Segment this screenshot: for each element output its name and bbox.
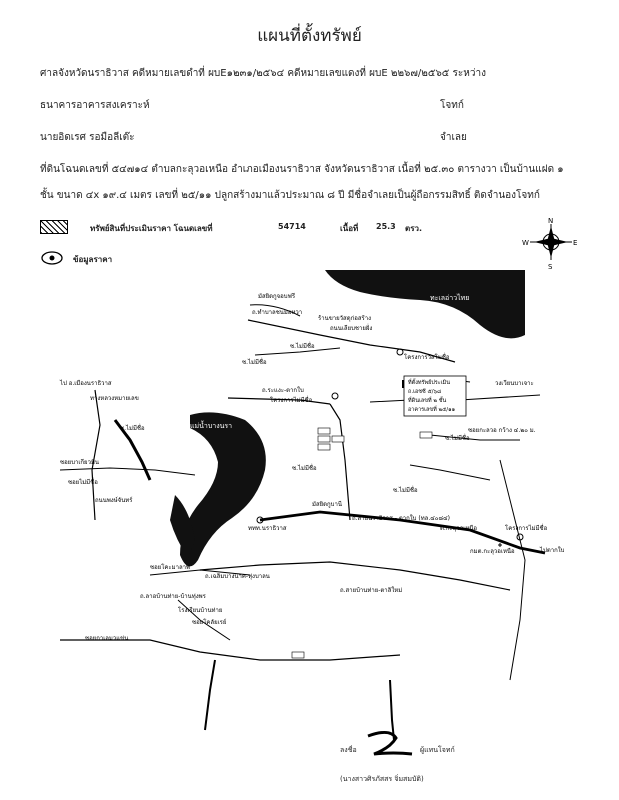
legend-price-label: ข้อมูลราคา (73, 255, 113, 264)
building-block (332, 436, 344, 442)
soi-right-1-label: ซ.ไม่มีชื่อ (445, 435, 470, 442)
legend-deed-number: 54714 (278, 222, 306, 231)
compass-north: N (548, 217, 554, 225)
alley-right-label: ซอยกะลวอ กว้าง ๔.๒๐ ม. (468, 427, 536, 434)
property-box-line-1: ที่ตั้งทรัพย์ประเมิน (408, 380, 450, 386)
soi-right-2-label: ซ.ไม่มีชื่อ (292, 465, 317, 472)
signature-icon (360, 728, 420, 760)
soi-left-label: ซ.ไม่มีชื่อ (242, 359, 267, 366)
place-marker-icon (397, 349, 403, 355)
legend-area-label: เนื้อที่ (340, 224, 359, 233)
river-branch (170, 495, 195, 558)
building-block (318, 428, 330, 434)
alley-top-label: ถนนเลียบชายฝั่ง (330, 325, 373, 332)
court-line: ศาลจังหวัดนราธิวาส คดีหมายเลขดำที่ ผบE๑๒๓๑/๒๕๖๔ คดีหมายเลขแดงที่ ผบE ๒๒๖๗/๒๕๖๕ ระหว่าง (40, 68, 486, 79)
legend-area-value: 25.3 (376, 222, 396, 231)
building-block (420, 432, 432, 438)
description-line-1: ที่ดินโฉนดเลขที่ ๕๔๗๑๔ ตำบลกะลุวอเหนือ อำเภอเมืองนราธิวาส จังหวัดนราธิวาส เนื้อที่ ๒๕.๓๐ ตารางวา เป็นบ้านแฝด ๑ (40, 164, 564, 175)
compass-east: E (573, 239, 578, 247)
building-block (318, 436, 330, 442)
kaluwo-label: ต.กะลุวอเหนือ (440, 525, 478, 532)
police-label: กมต.กะลุวอเหนือ (470, 548, 515, 555)
project3-label: โครงการไม่มีชื่อ (505, 525, 548, 532)
soi-west-1-label: ซ.ไม่มีชื่อ (120, 425, 145, 432)
soi-mid-label: ซ.ไม่มีชื่อ (290, 343, 315, 350)
river-label: แม่น้ำบางนรา (190, 422, 233, 430)
hospital-label: โรงเรียนบ้านท่าย (178, 607, 223, 614)
alley-west-label: ซอยบาเกียวมิน (60, 459, 99, 466)
bottom-road (60, 640, 400, 660)
road-hospital-label: ถ.ทำบาลชนมอหวา (252, 309, 303, 316)
district-office-label: ททท.นราธิวาส (248, 525, 287, 532)
main-road-label: ถ.สายนราธิวาส - ตากใบ (ทล.๔๐๘๔) (352, 515, 450, 522)
plaintiff-role: โจทก์ (440, 100, 464, 111)
page-title: แผนที่ตั้งทรัพย์ (257, 26, 362, 46)
rice-shop-label: ร้านขายวัสดุก่อสร้าง (318, 315, 372, 322)
soi-bang-label: ซอยโคลัยเรย์ (192, 619, 227, 626)
soi-west-2-label: ซอยไม่มีชื่อ (68, 479, 98, 486)
thanon-west-label: ถนนพงษ์จันทร์ (95, 497, 133, 504)
defendant-role: จำเลย (440, 132, 467, 143)
pass-west-label: ทางหลวงหมายเลข (90, 395, 139, 402)
east-road (500, 460, 525, 680)
building-block (292, 652, 304, 658)
property-box-line-2: ถ.เอชซี ๕/๖๘ (408, 389, 442, 395)
road-bottom-label: ซอยกาเลมวแข่น (85, 635, 129, 642)
property-box-line-3: ที่ดินเลขที่ ๒ ชั้น (408, 398, 447, 404)
road-pagoda-label: ถ.สายบ้านท่าย-ตาลิใหม่ (340, 587, 403, 594)
defendant-name: นายอิดเรศ รอมือลีเต๊ะ (40, 132, 135, 143)
signature-name: (นางสาวศิรภัสสร จิ่มสมบัติ) (340, 775, 424, 783)
signature-prefix: ลงชื่อ (340, 746, 357, 754)
road-bangnak-label: ถ.เฉลิมบางนาค-ทุ่งบาลน (205, 573, 270, 580)
legend-property-label: ทรัพย์สินที่ประเมินราคา โฉนดเลขที่ (90, 224, 213, 233)
masjid-label: มัสยิดกูจอบฟรี (258, 293, 296, 300)
to-takbai-label: ไปตากใบ (540, 547, 565, 554)
project2-label: โครงการไม่มีชื่อ (270, 397, 313, 404)
place-marker-icon (332, 393, 338, 399)
property-box-line-4: อาคารเลขที่ ๒๕/๑๑ (408, 407, 456, 413)
compass-west: W (522, 239, 529, 247)
building-block (318, 444, 330, 450)
compass-south: S (548, 263, 553, 270)
soi-right-road (430, 435, 520, 440)
project1-label: โครงการวัสโมชื่อ (404, 354, 450, 361)
rotating-label: วงเวียนบาเจาะ (495, 380, 534, 387)
soi-right-3-label: ซ.ไม่มีชื่อ (393, 487, 418, 494)
plaintiff-name: ธนาคารอาคารสงเคราะห์ (40, 100, 150, 111)
signature-role: ผู้แทนโจทก์ (420, 746, 455, 754)
south-road-thick (205, 660, 215, 730)
narathiwat-top-label: ไป อ.เมืองนราธิวาส (60, 380, 112, 387)
sea-label: ทะเลอ่าวไทย (430, 294, 470, 302)
soi-lower-label: ซอยโคะมาลาพ (150, 564, 190, 571)
west-alley-road (60, 468, 195, 475)
description-line-2: ชั้น ขนาด ๔x ๑๙.๔ เมตร เลขที่ ๒๕/๑๑ ปลูกสร้างมาแล้วประมาณ ๘ ปี มีชื่อจำเลยเป็นผู้ถือกรรมสิทธิ์ ติดจำนองโจทก์ (40, 190, 540, 201)
tak-bai-road-label: ถ.ระแงะ-ตากใบ (262, 387, 304, 394)
soi-right-2 (410, 465, 490, 480)
road-bang-label: ถ.ลาอบ้านท่าย-บ้านทุ่งพร (140, 593, 206, 600)
masjid2-label: มัสยิดกูบานี (312, 501, 342, 508)
legend-area-unit: ตรว. (405, 224, 423, 233)
police-icon (498, 543, 502, 547)
